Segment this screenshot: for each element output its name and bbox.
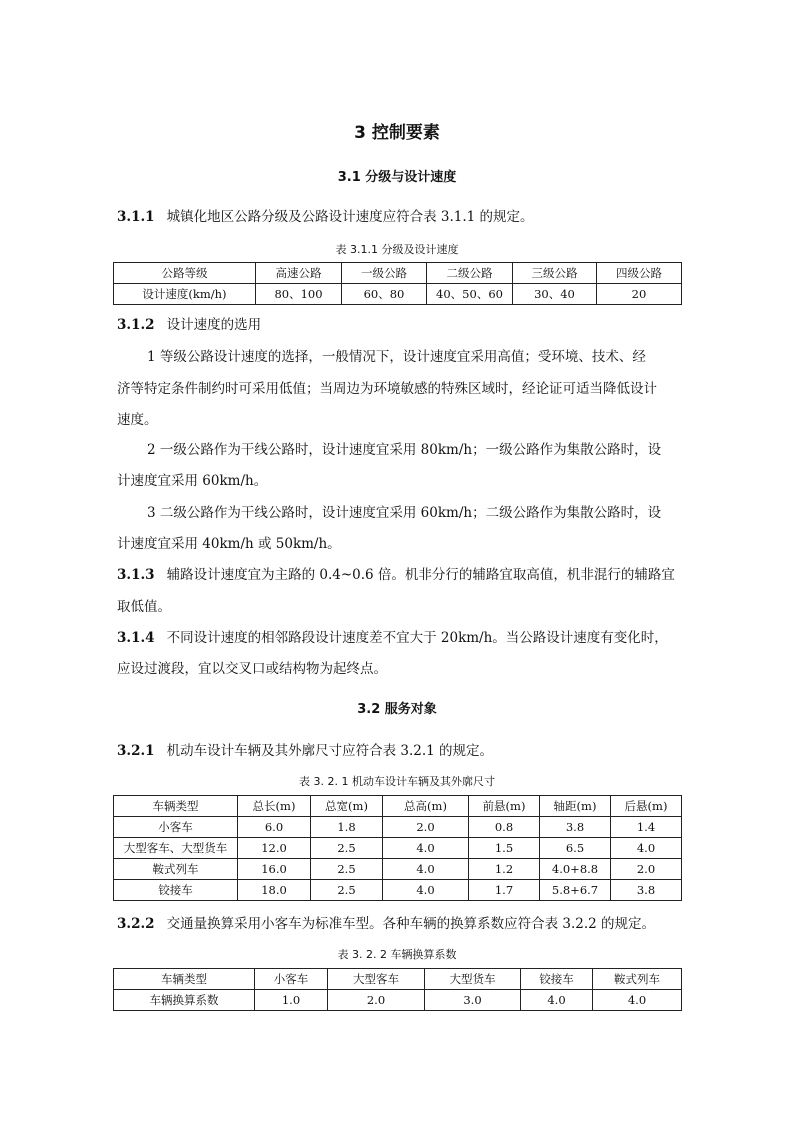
clause-number: 3.1.1 bbox=[117, 209, 155, 225]
table-cell: 车辆换算系数 bbox=[114, 990, 255, 1011]
table-row bbox=[114, 859, 682, 880]
table-cell: 18.0 bbox=[238, 880, 311, 901]
header-cell: 前悬(m) bbox=[469, 796, 540, 817]
table-cell: 2.0 bbox=[611, 859, 682, 880]
header-cell: 总长(m) bbox=[238, 796, 311, 817]
clause-text: 不同设计速度的相邻路段设计速度差不宜大于 20km/h。当公路设计速度有变化时， bbox=[166, 630, 668, 646]
header-cell: 大型客车 bbox=[328, 969, 425, 990]
table-cell: 12.0 bbox=[238, 838, 311, 859]
table-3-2-1 bbox=[113, 795, 682, 901]
paragraph-line: 计速度宜采用 60km/h。 bbox=[117, 473, 268, 489]
clause-number: 3.1.4 bbox=[117, 630, 155, 646]
header-cell: 铰接车 bbox=[521, 969, 593, 990]
table-3-1-1-caption: 表 3.1.1 分级及设计速度 bbox=[335, 243, 459, 256]
clause-3-1-4 bbox=[117, 626, 668, 646]
header-cell: 轴距(m) bbox=[540, 796, 611, 817]
table-cell: 小客车 bbox=[114, 817, 238, 838]
table-cell: 铰接车 bbox=[114, 880, 238, 901]
clause-3-2-2 bbox=[117, 912, 655, 932]
table-cell: 1.5 bbox=[469, 838, 540, 859]
table-cell: 2.5 bbox=[311, 859, 383, 880]
paragraph-line: 应设过渡段，宜以交叉口或结构物为起终点。 bbox=[117, 661, 387, 677]
clause-text: 设计速度的选用 bbox=[166, 317, 262, 333]
table-cell: 4.0 bbox=[383, 838, 469, 859]
table-header-row bbox=[114, 263, 682, 284]
section-3-1-heading: 3.1 分级与设计速度 bbox=[337, 170, 457, 185]
header-cell: 总高(m) bbox=[383, 796, 469, 817]
chapter-title: 3 控制要素 bbox=[354, 123, 440, 143]
header-cell: 总宽(m) bbox=[311, 796, 383, 817]
table-3-2-2 bbox=[113, 968, 682, 1011]
table-row bbox=[114, 838, 682, 859]
paragraph-line: 2 一级公路作为干线公路时，设计速度宜采用 80km/h；一级公路作为集散公路时，设 bbox=[147, 442, 662, 458]
header-cell: 二级公路 bbox=[427, 263, 513, 284]
table-cell: 2.0 bbox=[328, 990, 425, 1011]
table-cell: 80、100 bbox=[256, 284, 342, 305]
header-cell: 公路等级 bbox=[114, 263, 256, 284]
paragraph-line: 3 二级公路作为干线公路时，设计速度宜采用 60km/h；二级公路作为集散公路时，设 bbox=[147, 505, 662, 521]
table-cell: 4.0 bbox=[383, 859, 469, 880]
header-cell: 小客车 bbox=[255, 969, 328, 990]
table-cell: 20 bbox=[597, 284, 682, 305]
clause-3-1-1 bbox=[117, 205, 534, 225]
clause-3-1-2 bbox=[117, 313, 261, 333]
table-cell: 鞍式列车 bbox=[114, 859, 238, 880]
header-cell: 一级公路 bbox=[342, 263, 427, 284]
clause-3-1-3 bbox=[117, 563, 675, 583]
table-cell: 大型客车、大型货车 bbox=[114, 838, 238, 859]
table-cell: 5.8+6.7 bbox=[540, 880, 611, 901]
clause-text: 辅路设计速度宜为主路的 0.4~0.6 倍。机非分行的辅路宜取高值，机非混行的辅路宜 bbox=[166, 567, 675, 583]
table-3-2-1-caption: 表 3. 2. 1 机动车设计车辆及其外廓尺寸 bbox=[299, 775, 495, 788]
header-cell: 三级公路 bbox=[513, 263, 597, 284]
table-row bbox=[114, 990, 682, 1011]
table-row bbox=[114, 880, 682, 901]
table-cell: 1.4 bbox=[611, 817, 682, 838]
paragraph-line: 取低值。 bbox=[117, 599, 171, 615]
table-cell: 1.8 bbox=[311, 817, 383, 838]
clause-text: 机动车设计车辆及其外廓尺寸应符合表 3.2.1 的规定。 bbox=[166, 743, 494, 759]
clause-text: 交通量换算采用小客车为标准车型。各种车辆的换算系数应符合表 3.2.2 的规定。 bbox=[166, 916, 656, 932]
table-cell: 1.2 bbox=[469, 859, 540, 880]
table-cell: 6.5 bbox=[540, 838, 611, 859]
header-cell: 车辆类型 bbox=[114, 796, 238, 817]
table-cell: 1.0 bbox=[255, 990, 328, 1011]
table-cell: 0.8 bbox=[469, 817, 540, 838]
header-cell: 大型货车 bbox=[425, 969, 521, 990]
table-cell: 40、50、60 bbox=[427, 284, 513, 305]
clause-number: 3.1.2 bbox=[117, 317, 155, 333]
table-row bbox=[114, 817, 682, 838]
table-cell: 30、40 bbox=[513, 284, 597, 305]
table-cell: 4.0 bbox=[593, 990, 682, 1011]
clause-number: 3.2.1 bbox=[117, 743, 155, 759]
table-cell: 4.0+8.8 bbox=[540, 859, 611, 880]
table-cell: 设计速度(km/h) bbox=[114, 284, 256, 305]
paragraph-line: 1 等级公路设计速度的选择，一般情况下，设计速度宜采用高值；受环境、技术、经 bbox=[147, 349, 646, 365]
table-cell: 4.0 bbox=[611, 838, 682, 859]
header-cell: 鞍式列车 bbox=[593, 969, 682, 990]
paragraph-line: 计速度宜采用 40km/h 或 50km/h。 bbox=[117, 536, 341, 552]
header-cell: 四级公路 bbox=[597, 263, 682, 284]
table-3-1-1 bbox=[113, 262, 682, 305]
table-cell: 1.7 bbox=[469, 880, 540, 901]
table-cell: 2.5 bbox=[311, 838, 383, 859]
clause-number: 3.2.2 bbox=[117, 916, 155, 932]
table-cell: 4.0 bbox=[521, 990, 593, 1011]
table-row bbox=[114, 284, 682, 305]
clause-number: 3.1.3 bbox=[117, 567, 155, 583]
header-cell: 车辆类型 bbox=[114, 969, 255, 990]
table-cell: 60、80 bbox=[342, 284, 427, 305]
table-cell: 4.0 bbox=[383, 880, 469, 901]
table-cell: 6.0 bbox=[238, 817, 311, 838]
table-cell: 3.8 bbox=[611, 880, 682, 901]
clause-3-2-1 bbox=[117, 739, 493, 759]
table-header-row bbox=[114, 969, 682, 990]
table-cell: 3.0 bbox=[425, 990, 521, 1011]
header-cell: 后悬(m) bbox=[611, 796, 682, 817]
table-3-2-2-caption: 表 3. 2. 2 车辆换算系数 bbox=[337, 948, 457, 961]
clause-text: 城镇化地区公路分级及公路设计速度应符合表 3.1.1 的规定。 bbox=[166, 209, 534, 225]
header-cell: 高速公路 bbox=[256, 263, 342, 284]
paragraph-line: 济等特定条件制约时可采用低值；当周边为环境敏感的特殊区域时，经论证可适当降低设计 bbox=[117, 381, 657, 397]
table-cell: 2.5 bbox=[311, 880, 383, 901]
table-cell: 2.0 bbox=[383, 817, 469, 838]
table-cell: 16.0 bbox=[238, 859, 311, 880]
paragraph-line: 速度。 bbox=[117, 412, 158, 428]
table-cell: 3.8 bbox=[540, 817, 611, 838]
table-header-row bbox=[114, 796, 682, 817]
section-3-2-heading: 3.2 服务对象 bbox=[357, 702, 437, 717]
